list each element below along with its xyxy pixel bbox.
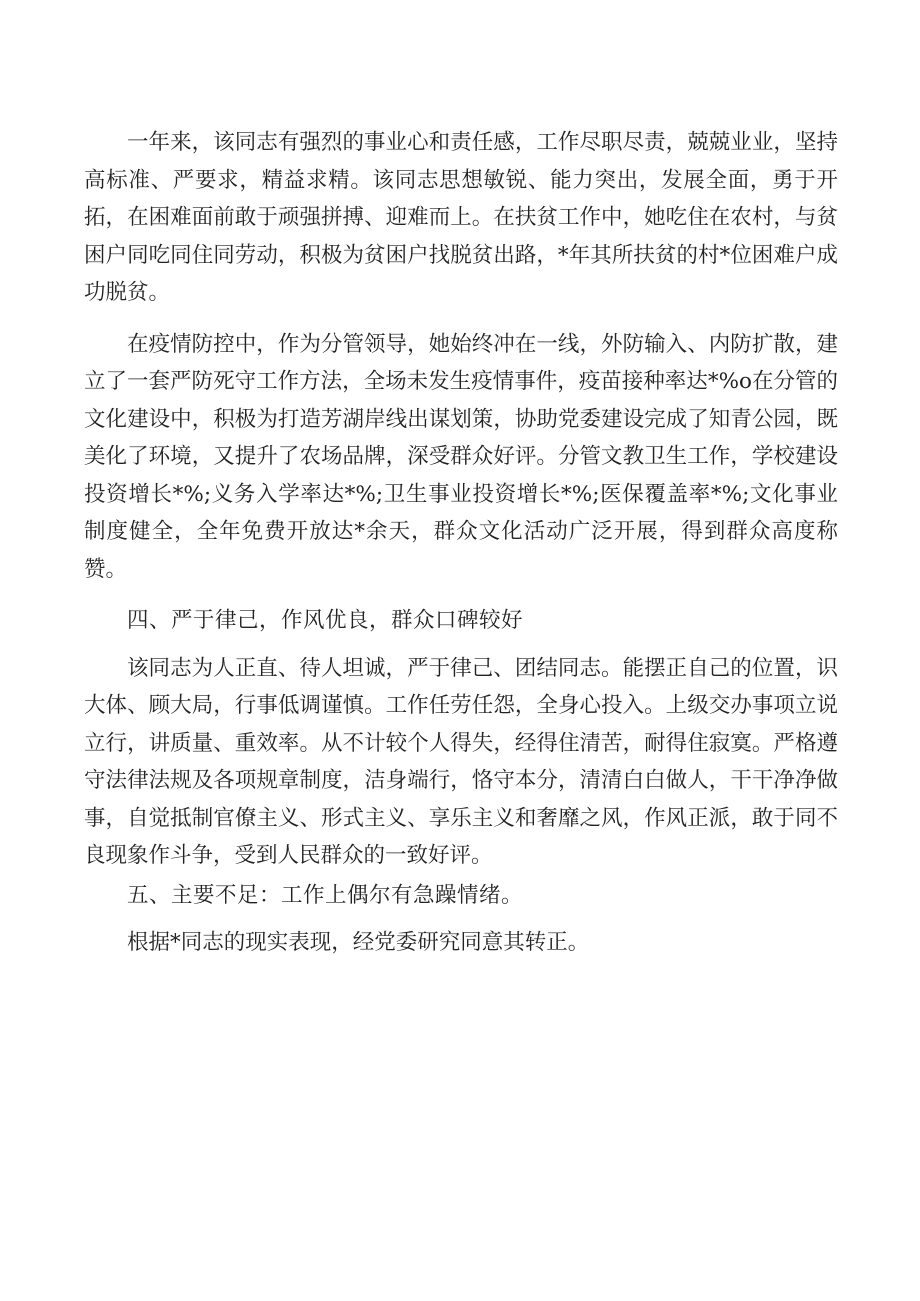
paragraph-conduct: 该同志为人正直、待人坦诚，严于律己、团结同志。能摆正自己的位置，识大体、顾大局，行事低调谨慎。工作任劳任怨，全身心投入。上级交办事项立说立行，讲质量、重效率。从不计较个人得失，经得住清苦，耐得住寂寞。严格遵守法律法规及各项规章制度，洁身端行，恪守本分，清清白白做人，干干净净做事，自觉抵制官僚主义、形式主义、享乐主义和奢靡之风，作风正派，敢于同不良现象作斗争，受到人民群众的一致好评。 <box>84 655 838 868</box>
section-heading-self-discipline: 四、严于律己，作风优良，群众口碑较好 <box>127 608 524 633</box>
document-body <box>84 124 838 962</box>
paragraph-epidemic-and-culture: 在疫情防控中，作为分管领导，她始终冲在一线，外防输入、内防扩散，建立了一套严防死守工作方法，全场未发生疫情事件，疫苗接种率达*%o在分管的文化建设中，积极为打造芳湖岸线出谋划策，协助党委建设完成了知青公园，既美化了环境，又提升了农场品牌，深受群众好评。分管文教卫生工作，学校建设投资增长*%;义务入学率达*%;卫生事业投资增长*%;医保覆盖率*%;文化事业制度健全，全年免费开放达*余天，群众文化活动广泛开展，得到群众高度称赞。 <box>84 331 838 582</box>
paragraph-conclusion: 根据*同志的现实表现，经党委研究同意其转正。 <box>127 930 590 955</box>
paragraph-work-performance: 一年来，该同志有强烈的事业心和责任感，工作尽职尽责，兢兢业业，坚持高标准、严要求，精益求精。该同志思想敏锐、能力突出，发展全面，勇于开拓，在困难面前敢于顽强拼搏、迎难而上。在扶贫工作中，她吃住在农村，与贫困户同吃同住同劳动，积极为贫困户找脱贫出路，*年其所扶贫的村*位困难户成功脱贫。 <box>84 130 838 305</box>
section-heading-shortcomings: 五、主要不足：工作上偶尔有急躁情绪。 <box>127 882 524 908</box>
